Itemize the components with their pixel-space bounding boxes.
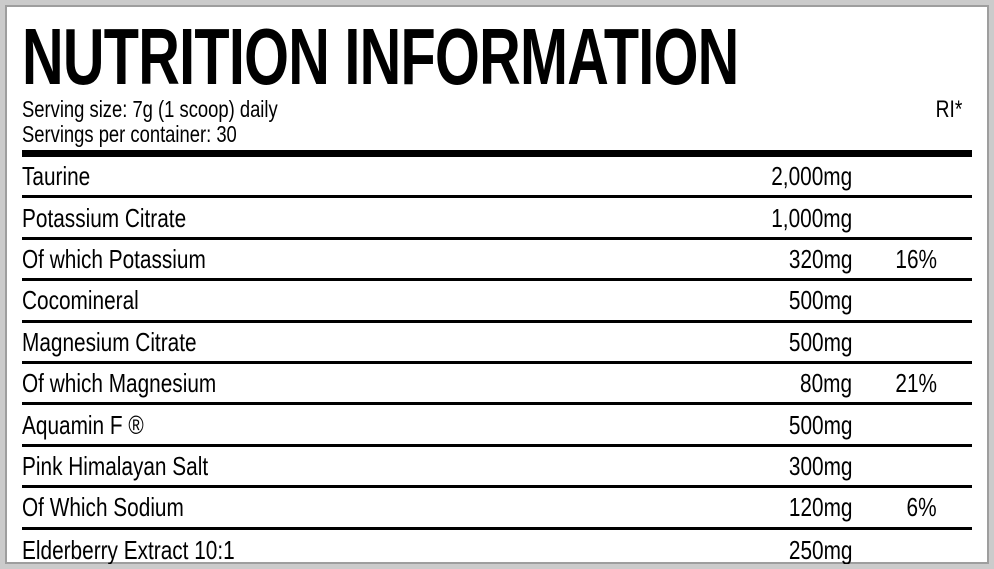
ingredient-amount-cell xyxy=(692,285,852,316)
ingredient-name-cell xyxy=(22,327,692,358)
ingredient-name-cell xyxy=(22,410,692,441)
ingredient-ri-percent-cell xyxy=(852,451,972,482)
page-title xyxy=(22,12,972,101)
ingredient-name-cell xyxy=(22,285,692,316)
ingredient-amount: 300mg xyxy=(788,450,852,481)
ingredient-name-cell xyxy=(22,161,692,192)
ingredient-amount: 2,000mg xyxy=(771,161,852,192)
ingredient-amount-cell xyxy=(692,203,852,234)
ingredient-ri-percent-cell xyxy=(852,244,972,275)
ingredient-name-cell xyxy=(22,492,692,523)
serving-info xyxy=(22,97,342,147)
ingredient-amount: 120mg xyxy=(788,492,852,523)
table-row xyxy=(22,240,972,281)
ingredient-amount: 500mg xyxy=(788,285,852,316)
ingredient-name: Of which Magnesium xyxy=(22,368,217,399)
ingredient-ri-percent-cell xyxy=(852,203,972,234)
ingredient-name-cell xyxy=(22,244,692,275)
ingredient-name-cell xyxy=(22,535,692,566)
serving-size-line: Serving size: 7g (1 scoop) daily xyxy=(22,96,278,122)
ingredient-amount: 250mg xyxy=(788,535,852,566)
ingredient-name-cell xyxy=(22,368,692,399)
table-row xyxy=(22,364,972,405)
ingredient-name: Elderberry Extract 10:1 xyxy=(22,535,235,566)
ri-column-header: RI* xyxy=(935,96,962,123)
ingredient-amount-cell xyxy=(692,535,852,566)
ingredient-amount-cell xyxy=(692,327,852,358)
table-row xyxy=(22,405,972,446)
table-row xyxy=(22,323,972,364)
ingredient-amount: 320mg xyxy=(788,243,852,274)
ingredient-ri-percent-cell xyxy=(852,492,972,523)
nutrition-table xyxy=(22,157,972,569)
ingredient-amount-cell xyxy=(692,368,852,399)
label-content xyxy=(22,12,972,569)
ingredient-amount-cell xyxy=(692,492,852,523)
ingredient-name: Taurine xyxy=(22,161,91,192)
table-row xyxy=(22,157,972,198)
ingredient-ri-percent-cell xyxy=(852,161,972,192)
table-row xyxy=(22,281,972,322)
ingredient-ri-percent: 6% xyxy=(906,492,937,523)
ingredient-ri-percent-cell xyxy=(852,535,972,566)
ingredient-name: Of Which Sodium xyxy=(22,492,184,523)
ingredient-ri-percent-cell xyxy=(852,410,972,441)
ingredient-name-cell xyxy=(22,451,692,482)
ingredient-amount-cell xyxy=(692,451,852,482)
ingredient-ri-percent: 16% xyxy=(895,243,937,274)
ingredient-amount-cell xyxy=(692,244,852,275)
ingredient-name: Of which Potassium xyxy=(22,243,206,274)
ingredient-name: Aquamin F ® xyxy=(22,409,144,440)
ingredient-name: Pink Himalayan Salt xyxy=(22,450,209,481)
table-row xyxy=(22,488,972,529)
ingredient-ri-percent-cell xyxy=(852,285,972,316)
ingredient-ri-percent-cell xyxy=(852,327,972,358)
ingredient-amount: 500mg xyxy=(788,409,852,440)
ingredient-name: Cocomineral xyxy=(22,285,139,316)
page-title-text: NUTRITION INFORMATION xyxy=(22,12,739,101)
table-row xyxy=(22,198,972,239)
table-row xyxy=(22,447,972,488)
ingredient-name-cell xyxy=(22,203,692,234)
ingredient-name: Magnesium Citrate xyxy=(22,326,197,357)
ingredient-ri-percent-cell xyxy=(852,368,972,399)
ingredient-amount: 500mg xyxy=(788,326,852,357)
ingredient-amount: 1,000mg xyxy=(771,202,852,233)
header-divider-bar xyxy=(22,150,972,157)
ingredient-amount: 80mg xyxy=(799,368,852,399)
table-row xyxy=(22,530,972,569)
ingredient-amount-cell xyxy=(692,161,852,192)
servings-per-container-line: Servings per container: 30 xyxy=(22,121,237,147)
serving-header-row xyxy=(22,97,972,147)
ingredient-amount-cell xyxy=(692,410,852,441)
ingredient-name: Potassium Citrate xyxy=(22,202,187,233)
ingredient-ri-percent: 21% xyxy=(895,368,937,399)
